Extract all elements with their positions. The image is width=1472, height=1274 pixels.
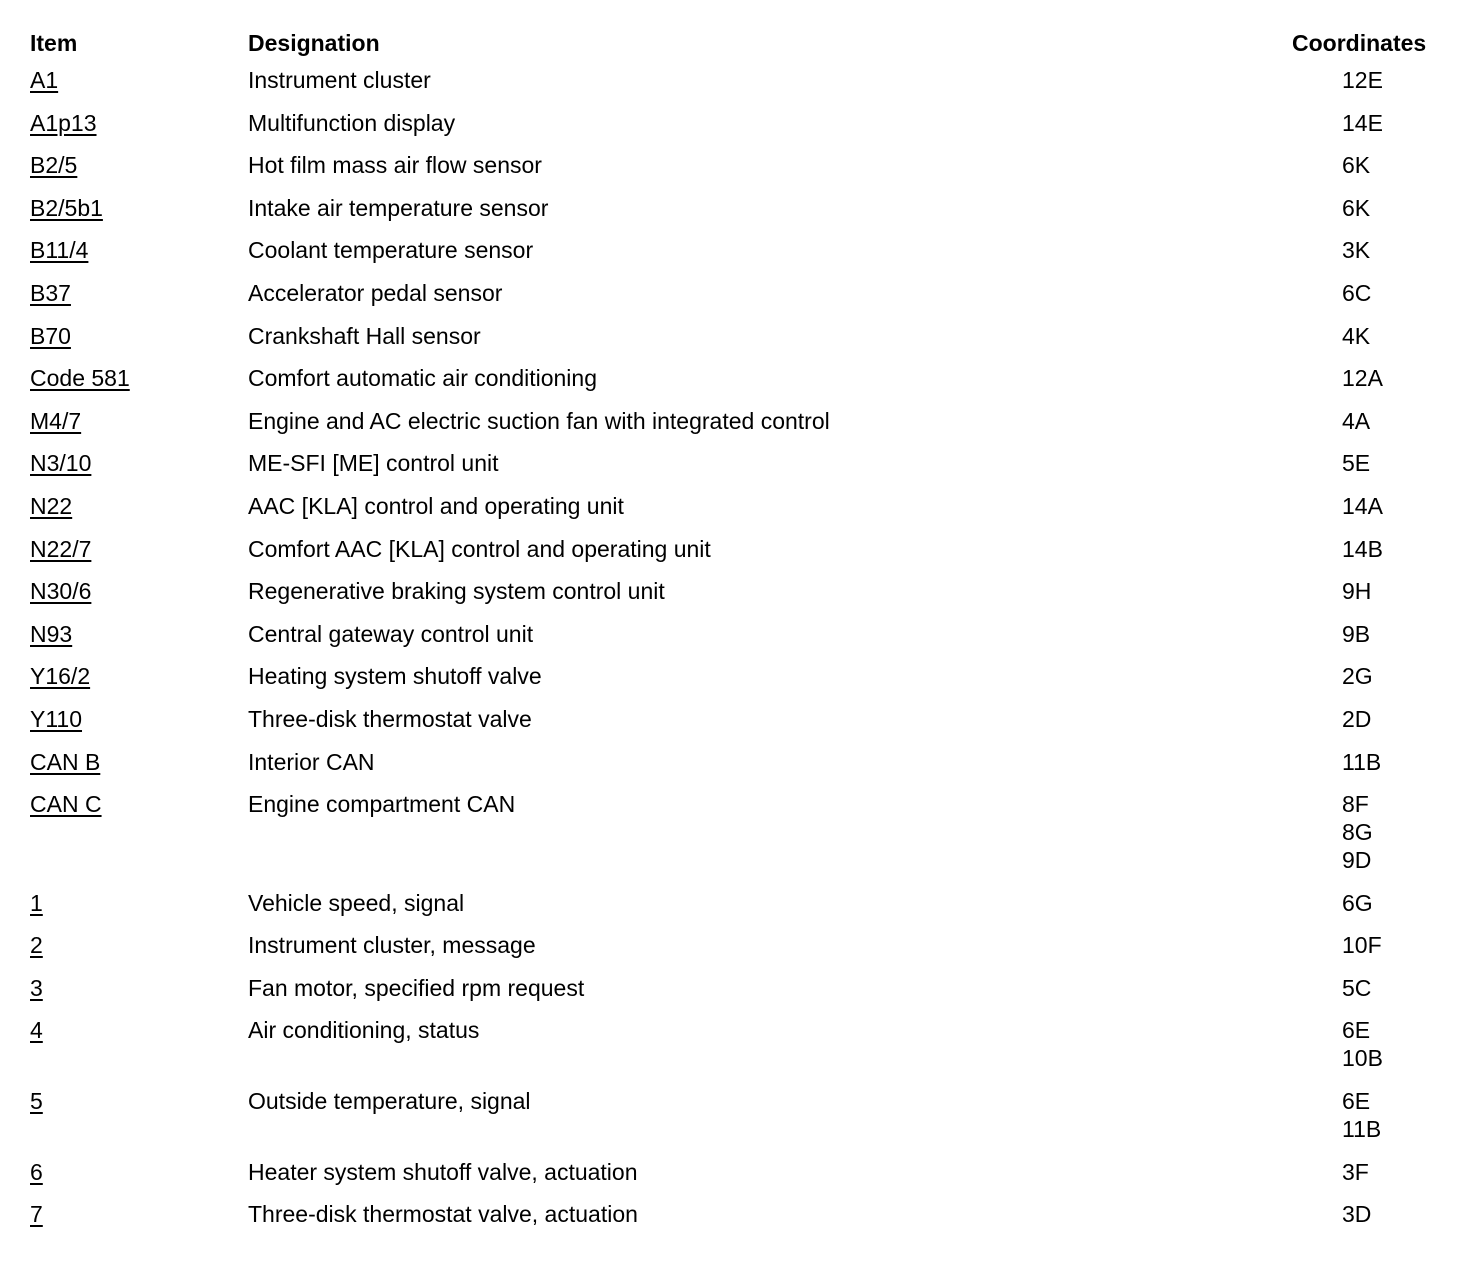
item-link[interactable]: B2/5b1 bbox=[30, 194, 103, 221]
table-row bbox=[30, 1016, 1450, 1072]
coordinates-cell bbox=[1268, 1200, 1450, 1228]
table-row bbox=[30, 279, 1450, 307]
designation-cell: Fan motor, specified rpm request bbox=[248, 974, 585, 1001]
coordinates-cell bbox=[1268, 705, 1450, 733]
coordinates-cell bbox=[1268, 322, 1450, 350]
designation-cell: Coolant temperature sensor bbox=[248, 237, 534, 264]
item-cell bbox=[30, 931, 248, 959]
item-cell bbox=[30, 407, 248, 435]
header-coordinates: Coordinates bbox=[1292, 30, 1427, 56]
coordinates-cell bbox=[1268, 790, 1450, 874]
item-cell bbox=[30, 620, 248, 648]
table-row bbox=[30, 151, 1450, 179]
item-cell bbox=[30, 535, 248, 563]
coordinate-value: 14E bbox=[1342, 109, 1383, 136]
item-link[interactable]: 1 bbox=[30, 889, 43, 916]
coordinate-value: 2D bbox=[1342, 705, 1372, 732]
table-row bbox=[30, 974, 1450, 1002]
coordinate-value: 6K bbox=[1342, 152, 1371, 179]
table-row bbox=[30, 662, 1450, 690]
designation-cell: ME-SFI [ME] control unit bbox=[248, 450, 499, 477]
coordinates-cell bbox=[1268, 364, 1450, 392]
table-row bbox=[30, 109, 1450, 137]
item-cell bbox=[30, 151, 248, 179]
item-cell bbox=[30, 364, 248, 392]
table-row bbox=[30, 364, 1450, 392]
item-cell bbox=[30, 1087, 248, 1115]
coordinate-value: 14A bbox=[1342, 492, 1383, 519]
coordinate-value: 6C bbox=[1342, 279, 1372, 306]
designation-cell: Crankshaft Hall sensor bbox=[248, 322, 481, 349]
designation-cell: Regenerative braking system control unit bbox=[248, 578, 665, 605]
designation-cell: Heater system shutoff valve, actuation bbox=[248, 1158, 638, 1185]
item-link[interactable]: M4/7 bbox=[30, 407, 82, 434]
coordinates-cell bbox=[1268, 974, 1450, 1002]
coordinate-value: 8F bbox=[1342, 791, 1369, 818]
table-row bbox=[30, 66, 1450, 94]
item-link[interactable]: A1 bbox=[30, 67, 59, 93]
coordinate-value: 3D bbox=[1342, 1201, 1372, 1228]
designation-cell: Hot film mass air flow sensor bbox=[248, 152, 542, 179]
table-row bbox=[30, 620, 1450, 648]
item-cell bbox=[30, 1016, 248, 1044]
coordinate-value: 9H bbox=[1342, 578, 1372, 605]
item-link[interactable]: B2/5 bbox=[30, 152, 78, 179]
designation-cell: Comfort AAC [KLA] control and operating unit bbox=[248, 535, 711, 562]
coordinates-cell bbox=[1268, 889, 1450, 917]
designation-cell: Multifunction display bbox=[248, 109, 456, 136]
item-cell bbox=[30, 109, 248, 137]
item-link[interactable]: B11/4 bbox=[30, 237, 89, 264]
table-row bbox=[30, 748, 1450, 776]
designation-cell: Engine compartment CAN bbox=[248, 791, 516, 818]
coordinate-value: 10B bbox=[1342, 1045, 1383, 1072]
coordinates-cell bbox=[1268, 66, 1450, 94]
coordinates-cell bbox=[1268, 931, 1450, 959]
coordinate-value: 9B bbox=[1342, 620, 1371, 647]
designation-cell: Three-disk thermostat valve, actuation bbox=[248, 1201, 638, 1228]
table-row bbox=[30, 931, 1450, 959]
coordinate-value: 6K bbox=[1342, 194, 1371, 221]
item-cell bbox=[30, 1158, 248, 1186]
coordinate-value: 12A bbox=[1342, 365, 1383, 392]
header-item: Item bbox=[30, 30, 78, 56]
coordinate-value: 6E bbox=[1342, 1017, 1371, 1044]
coordinates-cell bbox=[1268, 194, 1450, 222]
table-row bbox=[30, 449, 1450, 477]
item-link[interactable]: N22/7 bbox=[30, 535, 92, 562]
coordinates-cell bbox=[1268, 1158, 1450, 1186]
table-row bbox=[30, 322, 1450, 350]
coordinate-value: 8G bbox=[1342, 819, 1373, 846]
table-row bbox=[30, 1087, 1450, 1143]
item-link[interactable]: 5 bbox=[30, 1088, 43, 1115]
coordinate-value: 4K bbox=[1342, 322, 1371, 349]
item-cell bbox=[30, 322, 248, 350]
table-row bbox=[30, 705, 1450, 733]
coordinate-value: 4A bbox=[1342, 407, 1371, 434]
item-link[interactable]: B70 bbox=[30, 322, 71, 349]
item-link[interactable]: N93 bbox=[30, 620, 73, 647]
item-link[interactable]: Code 581 bbox=[30, 365, 130, 392]
coordinates-cell bbox=[1268, 109, 1450, 137]
designation-cell: Heating system shutoff valve bbox=[248, 663, 542, 690]
item-link[interactable]: Y16/2 bbox=[30, 663, 91, 690]
coordinate-value: 10F bbox=[1342, 932, 1382, 959]
item-link[interactable]: N30/6 bbox=[30, 578, 92, 605]
coordinates-cell bbox=[1268, 577, 1450, 605]
item-link[interactable]: Y110 bbox=[30, 705, 83, 732]
coordinates-cell bbox=[1268, 407, 1450, 435]
item-cell bbox=[30, 66, 248, 94]
designation-cell: Interior CAN bbox=[248, 748, 375, 775]
header-designation: Designation bbox=[248, 30, 380, 56]
designation-cell: Three-disk thermostat valve bbox=[248, 705, 532, 732]
item-cell bbox=[30, 449, 248, 477]
coordinate-value: 6E bbox=[1342, 1088, 1371, 1115]
coordinates-cell bbox=[1268, 151, 1450, 179]
table-row bbox=[30, 492, 1450, 520]
coordinates-cell bbox=[1268, 449, 1450, 477]
table-row bbox=[30, 236, 1450, 264]
designation-cell: Outside temperature, signal bbox=[248, 1088, 531, 1115]
coordinate-value: 6G bbox=[1342, 889, 1373, 916]
designation-cell: Accelerator pedal sensor bbox=[248, 279, 503, 306]
coordinate-value: 2G bbox=[1342, 663, 1373, 690]
item-link[interactable]: N3/10 bbox=[30, 450, 92, 477]
coordinates-cell bbox=[1268, 279, 1450, 307]
table-row bbox=[30, 1158, 1450, 1186]
item-link[interactable]: CAN B bbox=[30, 748, 101, 775]
table-row bbox=[30, 790, 1450, 874]
coordinates-cell bbox=[1268, 236, 1450, 264]
table-row bbox=[30, 194, 1450, 222]
item-cell bbox=[30, 492, 248, 520]
item-link[interactable]: 6 bbox=[30, 1158, 43, 1185]
coordinate-value: 14B bbox=[1342, 535, 1383, 562]
item-cell bbox=[30, 705, 248, 733]
coordinates-cell bbox=[1268, 1016, 1450, 1072]
coordinates-cell bbox=[1268, 620, 1450, 648]
designation-cell: Central gateway control unit bbox=[248, 620, 534, 647]
designation-cell: AAC [KLA] control and operating unit bbox=[248, 492, 624, 519]
designation-cell: Instrument cluster, message bbox=[248, 932, 536, 959]
item-link[interactable]: CAN C bbox=[30, 791, 102, 818]
coordinates-cell bbox=[1268, 492, 1450, 520]
coordinate-value: 9D bbox=[1342, 847, 1372, 874]
coordinate-value: 3F bbox=[1342, 1158, 1369, 1185]
legend-table bbox=[30, 26, 1450, 1243]
table-row bbox=[30, 889, 1450, 917]
item-link[interactable]: N22 bbox=[30, 492, 73, 519]
item-link[interactable]: 7 bbox=[30, 1201, 43, 1228]
designation-cell: Intake air temperature sensor bbox=[248, 194, 549, 221]
coordinates-cell bbox=[1268, 535, 1450, 563]
coordinates-cell bbox=[1268, 1087, 1450, 1143]
table-row bbox=[30, 577, 1450, 605]
designation-cell: Vehicle speed, signal bbox=[248, 889, 465, 916]
coordinate-value: 3K bbox=[1342, 237, 1371, 264]
coordinate-value: 12E bbox=[1342, 67, 1383, 93]
table-row bbox=[30, 1200, 1450, 1228]
item-cell bbox=[30, 748, 248, 776]
item-cell bbox=[30, 194, 248, 222]
item-cell bbox=[30, 236, 248, 264]
item-link[interactable]: 3 bbox=[30, 974, 43, 1001]
table-row bbox=[30, 535, 1450, 563]
table-body bbox=[30, 66, 1450, 1228]
item-link[interactable]: 4 bbox=[30, 1017, 43, 1044]
item-cell bbox=[30, 1200, 248, 1228]
designation-cell: Instrument cluster bbox=[248, 67, 431, 93]
coordinate-value: 5C bbox=[1342, 974, 1372, 1001]
item-cell bbox=[30, 974, 248, 1002]
table-header bbox=[30, 26, 1450, 66]
coordinates-cell bbox=[1268, 662, 1450, 690]
item-link[interactable]: 2 bbox=[30, 932, 43, 959]
designation-cell: Engine and AC electric suction fan with integrated control bbox=[248, 407, 830, 434]
coordinate-value: 11B bbox=[1342, 1116, 1382, 1143]
coordinate-value: 5E bbox=[1342, 450, 1371, 477]
item-link[interactable]: B37 bbox=[30, 279, 71, 306]
designation-cell: Comfort automatic air conditioning bbox=[248, 365, 597, 392]
item-link[interactable]: A1p13 bbox=[30, 109, 97, 136]
item-cell bbox=[30, 279, 248, 307]
item-cell bbox=[30, 662, 248, 690]
coordinates-cell bbox=[1268, 748, 1450, 776]
item-cell bbox=[30, 790, 248, 818]
item-cell bbox=[30, 577, 248, 605]
designation-cell: Air conditioning, status bbox=[248, 1017, 480, 1044]
coordinate-value: 11B bbox=[1342, 748, 1382, 775]
item-cell bbox=[30, 889, 248, 917]
table-row bbox=[30, 407, 1450, 435]
